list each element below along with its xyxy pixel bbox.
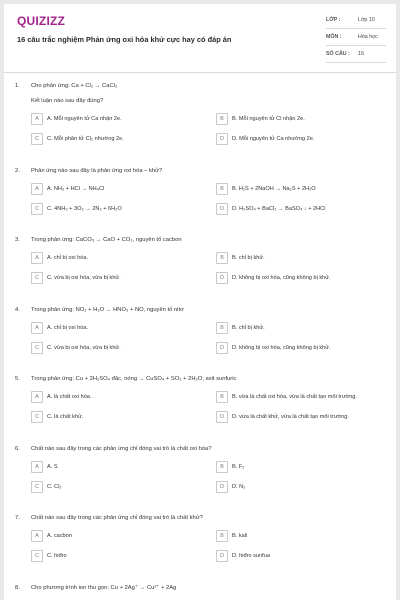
answer-option-c[interactable] bbox=[31, 272, 216, 284]
answer-option-b[interactable] bbox=[216, 113, 384, 125]
question-head bbox=[4, 305, 396, 316]
option-text: B. chỉ bị khử. bbox=[232, 255, 265, 261]
option-letter-box[interactable]: B bbox=[216, 530, 228, 542]
option-letter-box[interactable]: B bbox=[216, 113, 228, 125]
answer-option-c[interactable] bbox=[31, 481, 216, 493]
question-4 bbox=[4, 305, 396, 354]
option-letter-box[interactable]: C bbox=[31, 550, 43, 562]
meta-value: Lớp 10 bbox=[358, 17, 375, 23]
meta-row-subject bbox=[326, 29, 386, 46]
option-letter-box[interactable]: B bbox=[216, 183, 228, 195]
option-text: A. là chất oxi hóa. bbox=[47, 394, 92, 400]
answer-options bbox=[4, 461, 396, 493]
question-7 bbox=[4, 513, 396, 562]
meta-key: LỚP : bbox=[326, 17, 341, 23]
meta-value: Hóa học bbox=[358, 34, 378, 40]
option-text: A. NH₃ + HCl → NH₄Cl bbox=[47, 185, 105, 192]
answer-options bbox=[4, 252, 396, 284]
answer-option-a[interactable] bbox=[31, 183, 216, 195]
answer-options bbox=[4, 322, 396, 354]
answer-option-a[interactable] bbox=[31, 461, 216, 473]
question-1 bbox=[4, 81, 396, 145]
question-head bbox=[4, 235, 396, 246]
question-head bbox=[4, 583, 396, 594]
question-text: Cho phản ứng: Ca + Cl₂ → CaCl₂ bbox=[31, 83, 118, 89]
answer-option-b[interactable] bbox=[216, 252, 384, 264]
question-8 bbox=[4, 583, 396, 594]
option-letter-box[interactable]: C bbox=[31, 481, 43, 493]
question-head bbox=[4, 81, 396, 92]
question-text: Trong phản ứng: NO₂ + H₂O → HNO₃ + NO, nguyên tố nitơ bbox=[31, 306, 184, 313]
option-text: B. Mỗi nguyên tử Cl nhận 2e. bbox=[232, 116, 305, 122]
option-text: D. không bị oxi hóa, cũng không bị khử. bbox=[232, 275, 331, 281]
worksheet-meta bbox=[326, 12, 386, 63]
option-letter-box[interactable]: A bbox=[31, 530, 43, 542]
option-text: A. chỉ bị oxi hóa. bbox=[47, 324, 89, 331]
answer-option-a[interactable] bbox=[31, 391, 216, 403]
question-number: 6. bbox=[15, 445, 20, 452]
answer-options bbox=[4, 391, 396, 423]
header-divider bbox=[4, 72, 396, 73]
answer-option-d[interactable] bbox=[216, 481, 384, 493]
answer-option-a[interactable] bbox=[31, 113, 216, 125]
option-text: C. Mỗi phân tử Cl₂ nhường 2e. bbox=[47, 136, 124, 142]
question-head bbox=[4, 513, 396, 524]
option-letter-box[interactable]: B bbox=[216, 391, 228, 403]
worksheet-page bbox=[4, 4, 396, 600]
option-letter-box[interactable]: A bbox=[31, 113, 43, 125]
option-text: C. 4NH₃ + 3O₂ → 2N₂ + 6H₂O bbox=[47, 205, 122, 212]
question-number: 4. bbox=[15, 306, 20, 313]
quizizz-logo: QUIZIZZ bbox=[17, 14, 66, 28]
worksheet-header bbox=[4, 4, 396, 66]
option-text: B. vừa là chất oxi hóa, vừa là chất tạo môi trường. bbox=[232, 394, 357, 400]
answer-option-b[interactable] bbox=[216, 530, 384, 542]
option-text: B. kali bbox=[232, 533, 248, 539]
question-6 bbox=[4, 444, 396, 493]
option-letter-box[interactable]: B bbox=[216, 461, 228, 473]
question-number: 3. bbox=[15, 237, 20, 243]
meta-key: SỐ CÂU : bbox=[326, 51, 350, 57]
option-text: D. không bị oxi hóa, cũng không bị khử. bbox=[232, 344, 331, 351]
answer-option-d[interactable] bbox=[216, 411, 384, 423]
option-text: C. vừa bị oxi hóa, vừa bị khử. bbox=[47, 275, 121, 281]
option-letter-box[interactable]: A bbox=[31, 183, 43, 195]
answer-option-c[interactable] bbox=[31, 203, 216, 215]
question-number: 1. bbox=[15, 83, 20, 89]
option-letter-box[interactable]: B bbox=[216, 252, 228, 264]
answer-option-b[interactable] bbox=[216, 391, 384, 403]
option-text: C. Cl₂ bbox=[47, 483, 62, 490]
question-number: 7. bbox=[15, 515, 20, 521]
option-letter-box[interactable]: C bbox=[31, 411, 43, 423]
option-letter-box[interactable]: A bbox=[31, 322, 43, 334]
option-text: C. là chất khử. bbox=[47, 414, 84, 420]
answer-option-a[interactable] bbox=[31, 530, 216, 542]
option-text: B. H₂S + 2NaOH → Na₂S + 2H₂O bbox=[232, 185, 316, 192]
answer-option-d[interactable] bbox=[216, 550, 384, 562]
option-letter-box[interactable]: D bbox=[216, 272, 228, 284]
question-head bbox=[4, 166, 396, 177]
question-number: 8. bbox=[15, 584, 20, 591]
question-subtext: Kết luận nào sau đây đúng? bbox=[31, 98, 104, 104]
question-list bbox=[4, 81, 396, 600]
option-letter-box[interactable]: A bbox=[31, 391, 43, 403]
option-text: B. chỉ bị khử. bbox=[232, 324, 265, 331]
answer-option-b[interactable] bbox=[216, 183, 384, 195]
answer-options bbox=[4, 183, 396, 215]
answer-option-b[interactable] bbox=[216, 322, 384, 334]
question-3 bbox=[4, 235, 396, 284]
option-text: C. hiđro bbox=[47, 553, 67, 559]
answer-option-a[interactable] bbox=[31, 252, 216, 264]
option-text: C. vừa bị oxi hóa, vừa bị khử. bbox=[47, 344, 121, 351]
meta-key: MÔN : bbox=[326, 34, 342, 40]
option-text: D. N₂ bbox=[232, 483, 246, 490]
answer-options bbox=[4, 530, 396, 562]
option-letter-box[interactable]: C bbox=[31, 272, 43, 284]
question-5 bbox=[4, 374, 396, 423]
option-letter-box[interactable]: D bbox=[216, 203, 228, 215]
question-text: Trong phản ứng: Cu + 2H₂SO₄ đặc, nóng → CuSO₄ + SO₂ + 2H₂O, axit sunfuric bbox=[31, 376, 237, 382]
answer-option-b[interactable] bbox=[216, 461, 384, 473]
option-letter-box[interactable]: D bbox=[216, 411, 228, 423]
option-text: B. F₂ bbox=[232, 463, 245, 470]
answer-option-d[interactable] bbox=[216, 272, 384, 284]
option-text: A. S bbox=[47, 463, 58, 470]
option-letter-box[interactable]: D bbox=[216, 133, 228, 145]
worksheet-title: 16 câu trắc nghiệm Phản ứng oxi hóa khử cực hay có đáp án bbox=[17, 35, 232, 44]
option-text: D. hiđro sunfua bbox=[232, 553, 270, 559]
option-text: A. chỉ bị oxi hóa. bbox=[47, 255, 89, 261]
option-text: A. Mỗi nguyên tử Ca nhận 2e. bbox=[47, 116, 122, 122]
answer-option-c[interactable] bbox=[31, 550, 216, 562]
option-letter-box[interactable]: A bbox=[31, 252, 43, 264]
answer-option-d[interactable] bbox=[216, 203, 384, 215]
question-text: Cho phương trình ion thu gọn: Cu + 2Ag⁺ → Cu²⁺ + 2Ag bbox=[31, 584, 177, 591]
question-text: Chất nào sau đây trong các phản ứng chỉ đóng vai trò là chất khử? bbox=[31, 515, 203, 521]
option-letter-box[interactable]: A bbox=[31, 461, 43, 473]
option-letter-box[interactable]: D bbox=[216, 481, 228, 493]
answer-option-c[interactable] bbox=[31, 411, 216, 423]
question-text: Chất nào sau đây trong các phản ứng chỉ đóng vai trò là chất oxi hóa? bbox=[31, 445, 212, 452]
question-text: Trong phản ứng: CaCO₃ → CaO + CO₂, nguyên tố cacbon bbox=[31, 237, 182, 243]
question-number: 5. bbox=[15, 376, 20, 382]
answer-option-c[interactable] bbox=[31, 133, 216, 145]
option-text: A. cacbon bbox=[47, 533, 72, 539]
answer-options bbox=[4, 113, 396, 145]
answer-option-c[interactable] bbox=[31, 342, 216, 354]
option-letter-box[interactable]: D bbox=[216, 550, 228, 562]
question-head bbox=[4, 374, 396, 385]
question-2 bbox=[4, 166, 396, 215]
question-number: 2. bbox=[15, 167, 20, 174]
option-letter-box[interactable]: D bbox=[216, 342, 228, 354]
option-letter-box[interactable]: C bbox=[31, 133, 43, 145]
question-head bbox=[4, 444, 396, 455]
option-text: D. vừa là chất khử, vừa là chất tạo môi trường. bbox=[232, 414, 349, 420]
answer-option-a[interactable] bbox=[31, 322, 216, 334]
answer-option-d[interactable] bbox=[216, 342, 384, 354]
option-letter-box[interactable]: C bbox=[31, 342, 43, 354]
option-letter-box[interactable]: B bbox=[216, 322, 228, 334]
option-letter-box[interactable]: C bbox=[31, 203, 43, 215]
meta-value: 16 bbox=[358, 51, 364, 57]
question-text: Phản ứng nào sau đây là phản ứng oxi hóa – khử? bbox=[31, 167, 163, 174]
option-text: D. H₂SO₄ + BaCl₂ → BaSO₄ ↓ + 2HCl bbox=[232, 205, 326, 212]
answer-option-d[interactable] bbox=[216, 133, 384, 145]
meta-row-count bbox=[326, 46, 386, 63]
option-text: D. Mỗi nguyên tử Ca nhường 2e. bbox=[232, 136, 315, 142]
meta-row-class bbox=[326, 12, 386, 29]
